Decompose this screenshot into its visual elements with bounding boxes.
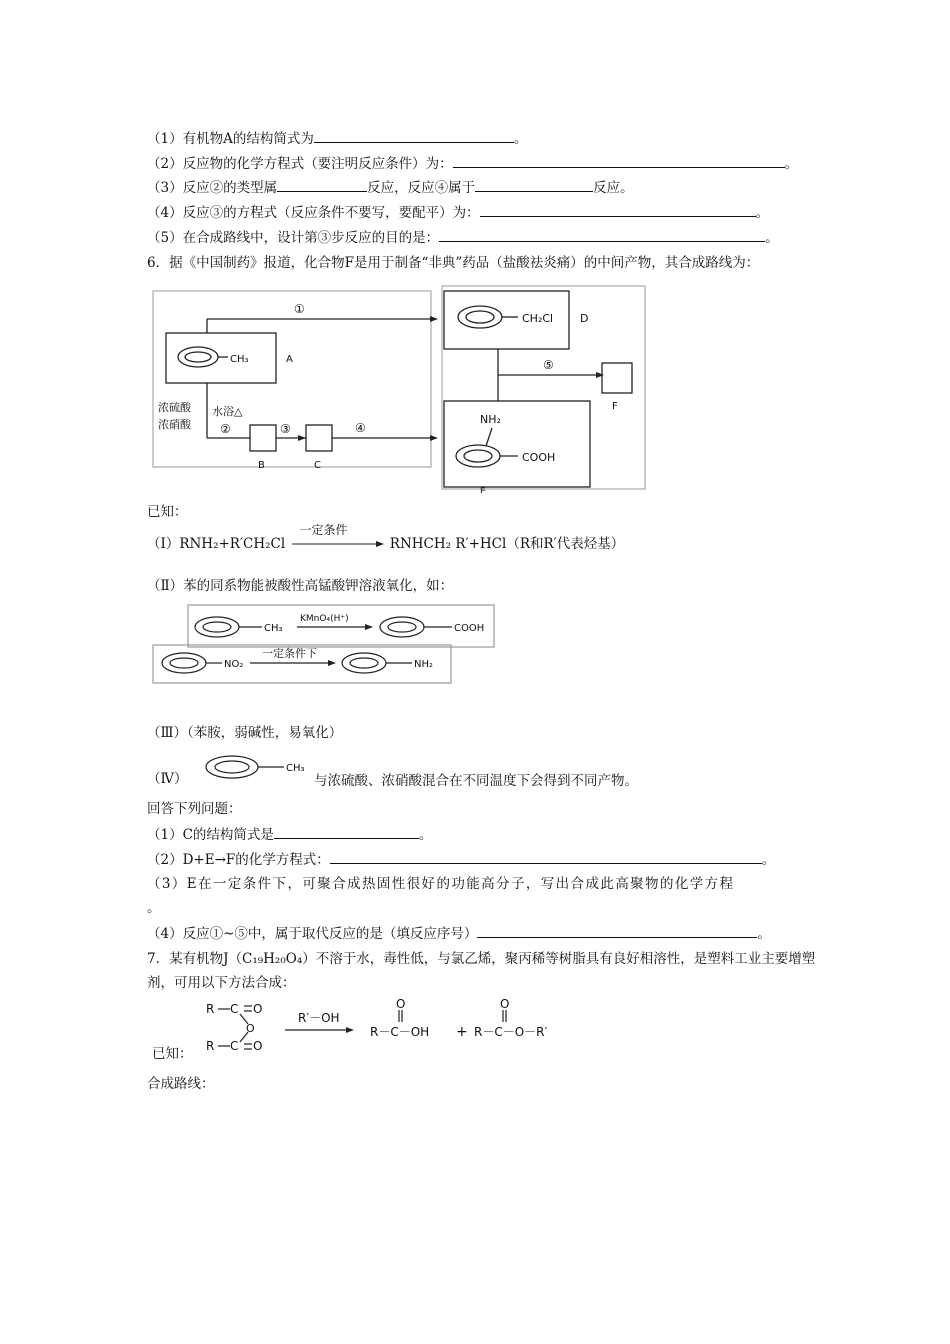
- arrow-icon: [290, 535, 386, 553]
- known-4-text: 与浓硫酸、浓硝酸混合在不同温度下会得到不同产物。: [314, 773, 638, 789]
- anhydride-reaction: [200, 996, 570, 1066]
- label-d: D: [580, 312, 589, 325]
- acid-2: 浓硝酸: [158, 418, 191, 431]
- r-group: R: [206, 1039, 215, 1053]
- step-2-label: ②: [220, 422, 231, 436]
- answer-blank[interactable]: [439, 228, 765, 242]
- svg-text:O: O: [500, 997, 510, 1011]
- q6-answer-4: （4）反应①~⑤中，属于取代反应的是（填反应序号） 。: [147, 926, 771, 942]
- step-1-label: ①: [294, 302, 305, 316]
- svg-text:C: C: [230, 1039, 239, 1053]
- label-b: B: [258, 460, 265, 471]
- answer-blank[interactable]: [475, 178, 593, 192]
- known-1: （Ⅰ）RNH₂+R′CH₂Cl 一定条件 RNHCH₂ R′+HCl（R和R′代表烃基）: [147, 523, 625, 552]
- step-3-label: ③: [280, 422, 291, 436]
- water-bath: 水浴△: [212, 405, 243, 418]
- known-heading: 已知：: [147, 504, 188, 520]
- ch3-label: CH₃: [230, 354, 249, 365]
- answer-blank[interactable]: [453, 154, 785, 168]
- known-2-scheme: [152, 603, 497, 689]
- label-a: A: [286, 354, 293, 365]
- q6-intro: 6．据《中国制药》报道，化合物F是用于制备“非典”药品（盐酸祛炎痛）的中间产物，其合成路线为：: [147, 255, 760, 271]
- svg-text:C: C: [230, 1002, 239, 1016]
- svg-text:O: O: [253, 1039, 263, 1053]
- oxidation-reduction-svg: [152, 603, 497, 685]
- q7-known: 已知：: [152, 1046, 193, 1062]
- answer-blank[interactable]: [314, 129, 514, 143]
- ch3-label: CH₃: [264, 623, 283, 634]
- q6-answer-3-end: 。: [147, 900, 161, 916]
- q5-line-5: （5）在合成路线中，设计第③步反应的目的是： 。: [147, 230, 779, 246]
- alcohol-reagent: R′－OH: [298, 1011, 340, 1025]
- carboxylic-acid: R－C－OH: [370, 1025, 430, 1039]
- q5-line-4: （4）反应③的方程式（反应条件不要写，要配平）为： 。: [147, 205, 770, 221]
- r-group: R: [206, 1002, 215, 1016]
- nh2-label: NH₂: [414, 659, 434, 670]
- acid-1: 浓硫酸: [158, 401, 191, 414]
- q5-line-1: （1）有机物A的结构简式为 。: [147, 131, 528, 147]
- no2-label: NO₂: [224, 659, 244, 670]
- label-e: E: [480, 487, 486, 493]
- kmno4-label: KMnO₄(H⁺): [300, 614, 349, 624]
- answer-blank[interactable]: [480, 203, 756, 217]
- known-2: （Ⅱ）苯的同系物能被酸性高锰酸钾溶液氧化，如：: [147, 578, 454, 594]
- cooh-label: COOH: [454, 623, 485, 634]
- q5-line-2: （2）反应物的化学方程式（要注明反应条件）为： 。: [147, 156, 799, 172]
- synthesis-scheme-svg: [150, 283, 650, 493]
- step-4-label: ④: [355, 421, 366, 435]
- known-4: （Ⅳ）: [147, 771, 188, 787]
- answer-blank[interactable]: [330, 850, 762, 864]
- q6-answer-3: （3）E在一定条件下，可聚合成热固性很好的功能高分子，写出合成此高聚物的化学方程: [147, 876, 735, 892]
- condition-arrow: 一定条件: [290, 535, 386, 553]
- known-3: （Ⅲ）（苯胺，弱碱性，易氧化）: [147, 725, 343, 741]
- plus-sign: +: [456, 1024, 468, 1040]
- q5-line-3: （3）反应②的类型属 反应，反应④属于 反应。: [147, 180, 634, 196]
- answer-blank[interactable]: [274, 825, 419, 839]
- answer-blank[interactable]: [477, 924, 757, 938]
- toluene-structure: [198, 751, 313, 789]
- label-f: F: [612, 401, 618, 412]
- bridge-oxygen: O: [246, 1022, 255, 1035]
- cooh-label: COOH: [522, 451, 556, 464]
- svg-text:O: O: [253, 1002, 263, 1016]
- step-5-label: ⑤: [543, 358, 554, 372]
- q6-answer-1: （1）C的结构简式是 。: [147, 827, 433, 843]
- answer-intro: 回答下列问题：: [147, 801, 242, 817]
- svg-text:O: O: [396, 997, 406, 1011]
- label-c: C: [314, 460, 321, 471]
- ch2cl-label: CH₂Cl: [522, 312, 554, 325]
- ch3-label: CH₃: [286, 763, 305, 774]
- condition-label: 一定条件下: [262, 647, 317, 660]
- q7-intro-2: 剂，可用以下方法合成：: [147, 975, 296, 991]
- q6-answer-2: （2）D+E→F的化学方程式： 。: [147, 852, 776, 868]
- answer-blank[interactable]: [277, 178, 367, 192]
- toluene-svg: [198, 751, 313, 785]
- q7-intro-1: 7．某有机物J（C₁₉H₂₀O₄）不溶于水，毒性低，与氯乙烯，聚丙稀等树脂具有良好相溶性，是塑料工业主要增塑: [147, 951, 816, 967]
- route-heading: 合成路线：: [147, 1076, 215, 1092]
- anhydride-reaction-svg: [200, 996, 570, 1062]
- nh2-label: NH₂: [480, 413, 501, 426]
- ester-product: R－C－O－R′: [474, 1025, 548, 1039]
- synthesis-scheme: [150, 283, 650, 497]
